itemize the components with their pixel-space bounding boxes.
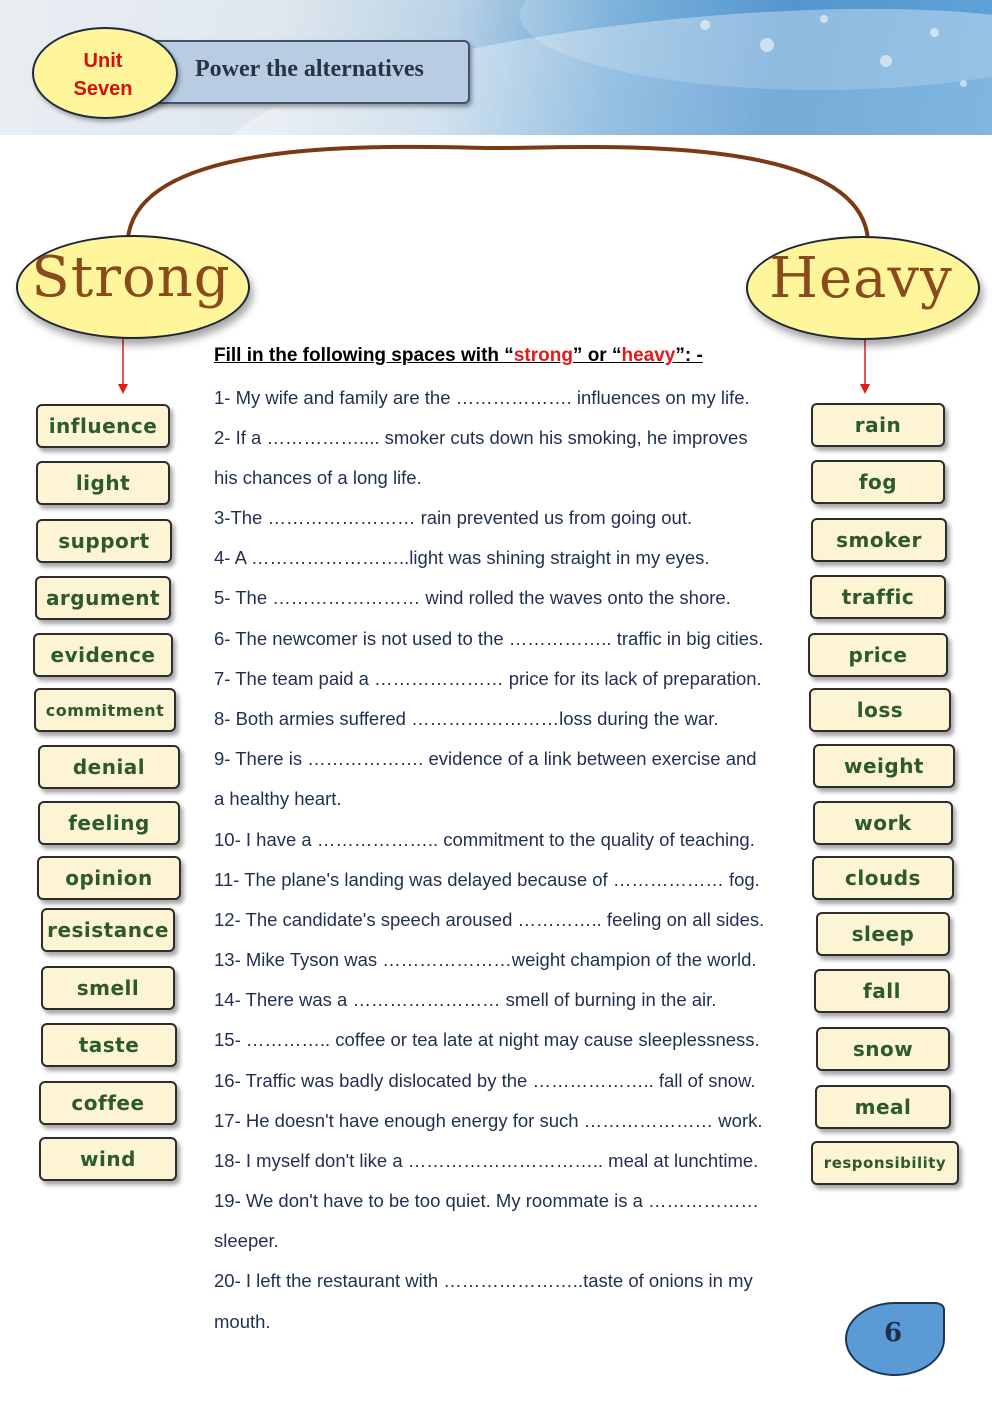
heavy-word: loss	[809, 688, 951, 732]
exercise-line: 5- The …………………… wind rolled the waves onto the shore.	[214, 587, 731, 608]
instruction-text: ”: -	[675, 345, 703, 366]
exercise-line: 19- We don't have to be too quiet. My roommate is a ………………	[214, 1190, 760, 1211]
strong-word: influence	[36, 404, 170, 448]
heavy-word: meal	[815, 1085, 951, 1129]
strong-word: opinion	[37, 856, 181, 900]
exercise-line: 6- The newcomer is not used to the …………….. traffic in big cities.	[214, 628, 764, 649]
strong-word: commitment	[34, 688, 176, 732]
heavy-word: rain	[811, 403, 945, 447]
exercise-line: 8- Both armies suffered ……………………loss during the war.	[214, 708, 719, 729]
exercise-line: 12- The candidate's speech aroused ………….. feeling on all sides.	[214, 909, 765, 930]
strong-word: evidence	[33, 633, 173, 677]
heavy-word: smoker	[811, 518, 947, 562]
strong-word: denial	[38, 745, 180, 789]
exercise-line: 9- There is ………………. evidence of a link between exercise and	[214, 748, 757, 769]
page-number: 6	[883, 1318, 903, 1348]
exercise-line: 7- The team paid a ………………… price for its lack of preparation.	[214, 668, 762, 689]
exercise-line: 1- My wife and family are the ………………. influences on my life.	[214, 387, 750, 408]
heavy-word: sleep	[816, 912, 950, 956]
strong-word: light	[36, 461, 170, 505]
exercise-instruction	[214, 345, 703, 367]
exercise-line: 10- I have a ……………….. commitment to the quality of teaching.	[214, 829, 755, 850]
exercise-line: mouth.	[214, 1311, 271, 1332]
exercise-line: 14- There was a …………………… smell of burning in the air.	[214, 989, 717, 1010]
strong-word: support	[36, 519, 172, 563]
exercise-line: 17- He doesn't have enough energy for such ………………… work.	[214, 1110, 763, 1131]
strong-word: taste	[41, 1023, 177, 1067]
heavy-heading: Heavy	[769, 246, 953, 311]
exercise-line: a healthy heart.	[214, 788, 342, 809]
strong-word: argument	[35, 576, 171, 620]
heavy-word: weight	[813, 744, 955, 788]
instruction-text: Fill in the following spaces with “	[214, 345, 514, 366]
exercise-line: 15- ………….. coffee or tea late at night may cause sleeplessness.	[214, 1029, 760, 1050]
exercise-line: 16- Traffic was badly dislocated by the ……………….. fall of snow.	[214, 1070, 756, 1091]
heavy-word: fog	[811, 460, 945, 504]
unit-label-line2: Seven	[73, 78, 133, 100]
connector-arc	[128, 147, 868, 240]
unit-title: Power the alternatives	[195, 56, 424, 82]
exercise-line: his chances of a long life.	[214, 467, 422, 488]
strong-word: feeling	[38, 801, 180, 845]
strong-heading: Strong	[31, 245, 231, 310]
instruction-text: ” or “	[572, 345, 622, 366]
instruction-word-strong: strong	[513, 345, 573, 366]
instruction-word-heavy: heavy	[621, 345, 676, 366]
strong-word: resistance	[41, 908, 175, 952]
exercise-line: 13- Mike Tyson was …………………weight champion of the world.	[214, 949, 757, 970]
strong-word: wind	[39, 1137, 177, 1181]
heavy-word: fall	[814, 969, 950, 1013]
exercise-line: 18- I myself don't like a ………………………….. meal at lunchtime.	[214, 1150, 759, 1171]
strong-word: smell	[41, 966, 175, 1010]
heavy-word: snow	[816, 1027, 950, 1071]
exercise-line: 20- I left the restaurant with …………………..taste of onions in my	[214, 1270, 753, 1291]
exercise-line: 2- If a …………….... smoker cuts down his smoking, he improves	[214, 427, 748, 448]
exercise-line: 3-The …………………… rain prevented us from going out.	[214, 507, 693, 528]
exercise-line: sleeper.	[214, 1230, 279, 1251]
heavy-word: responsibility	[811, 1141, 959, 1185]
arrow-left-head	[118, 384, 128, 394]
arrow-right-head	[860, 384, 870, 394]
exercise-line: 4- A ……………………..light was shining straight in my eyes.	[214, 547, 710, 568]
exercise-line: 11- The plane's landing was delayed because of ……………… fog.	[214, 869, 760, 890]
heavy-word: work	[813, 801, 953, 845]
heavy-word: clouds	[812, 856, 954, 900]
heavy-word: traffic	[810, 575, 946, 619]
heavy-word: price	[808, 633, 948, 677]
unit-label-line1: Unit	[83, 50, 123, 72]
strong-word: coffee	[39, 1081, 177, 1125]
